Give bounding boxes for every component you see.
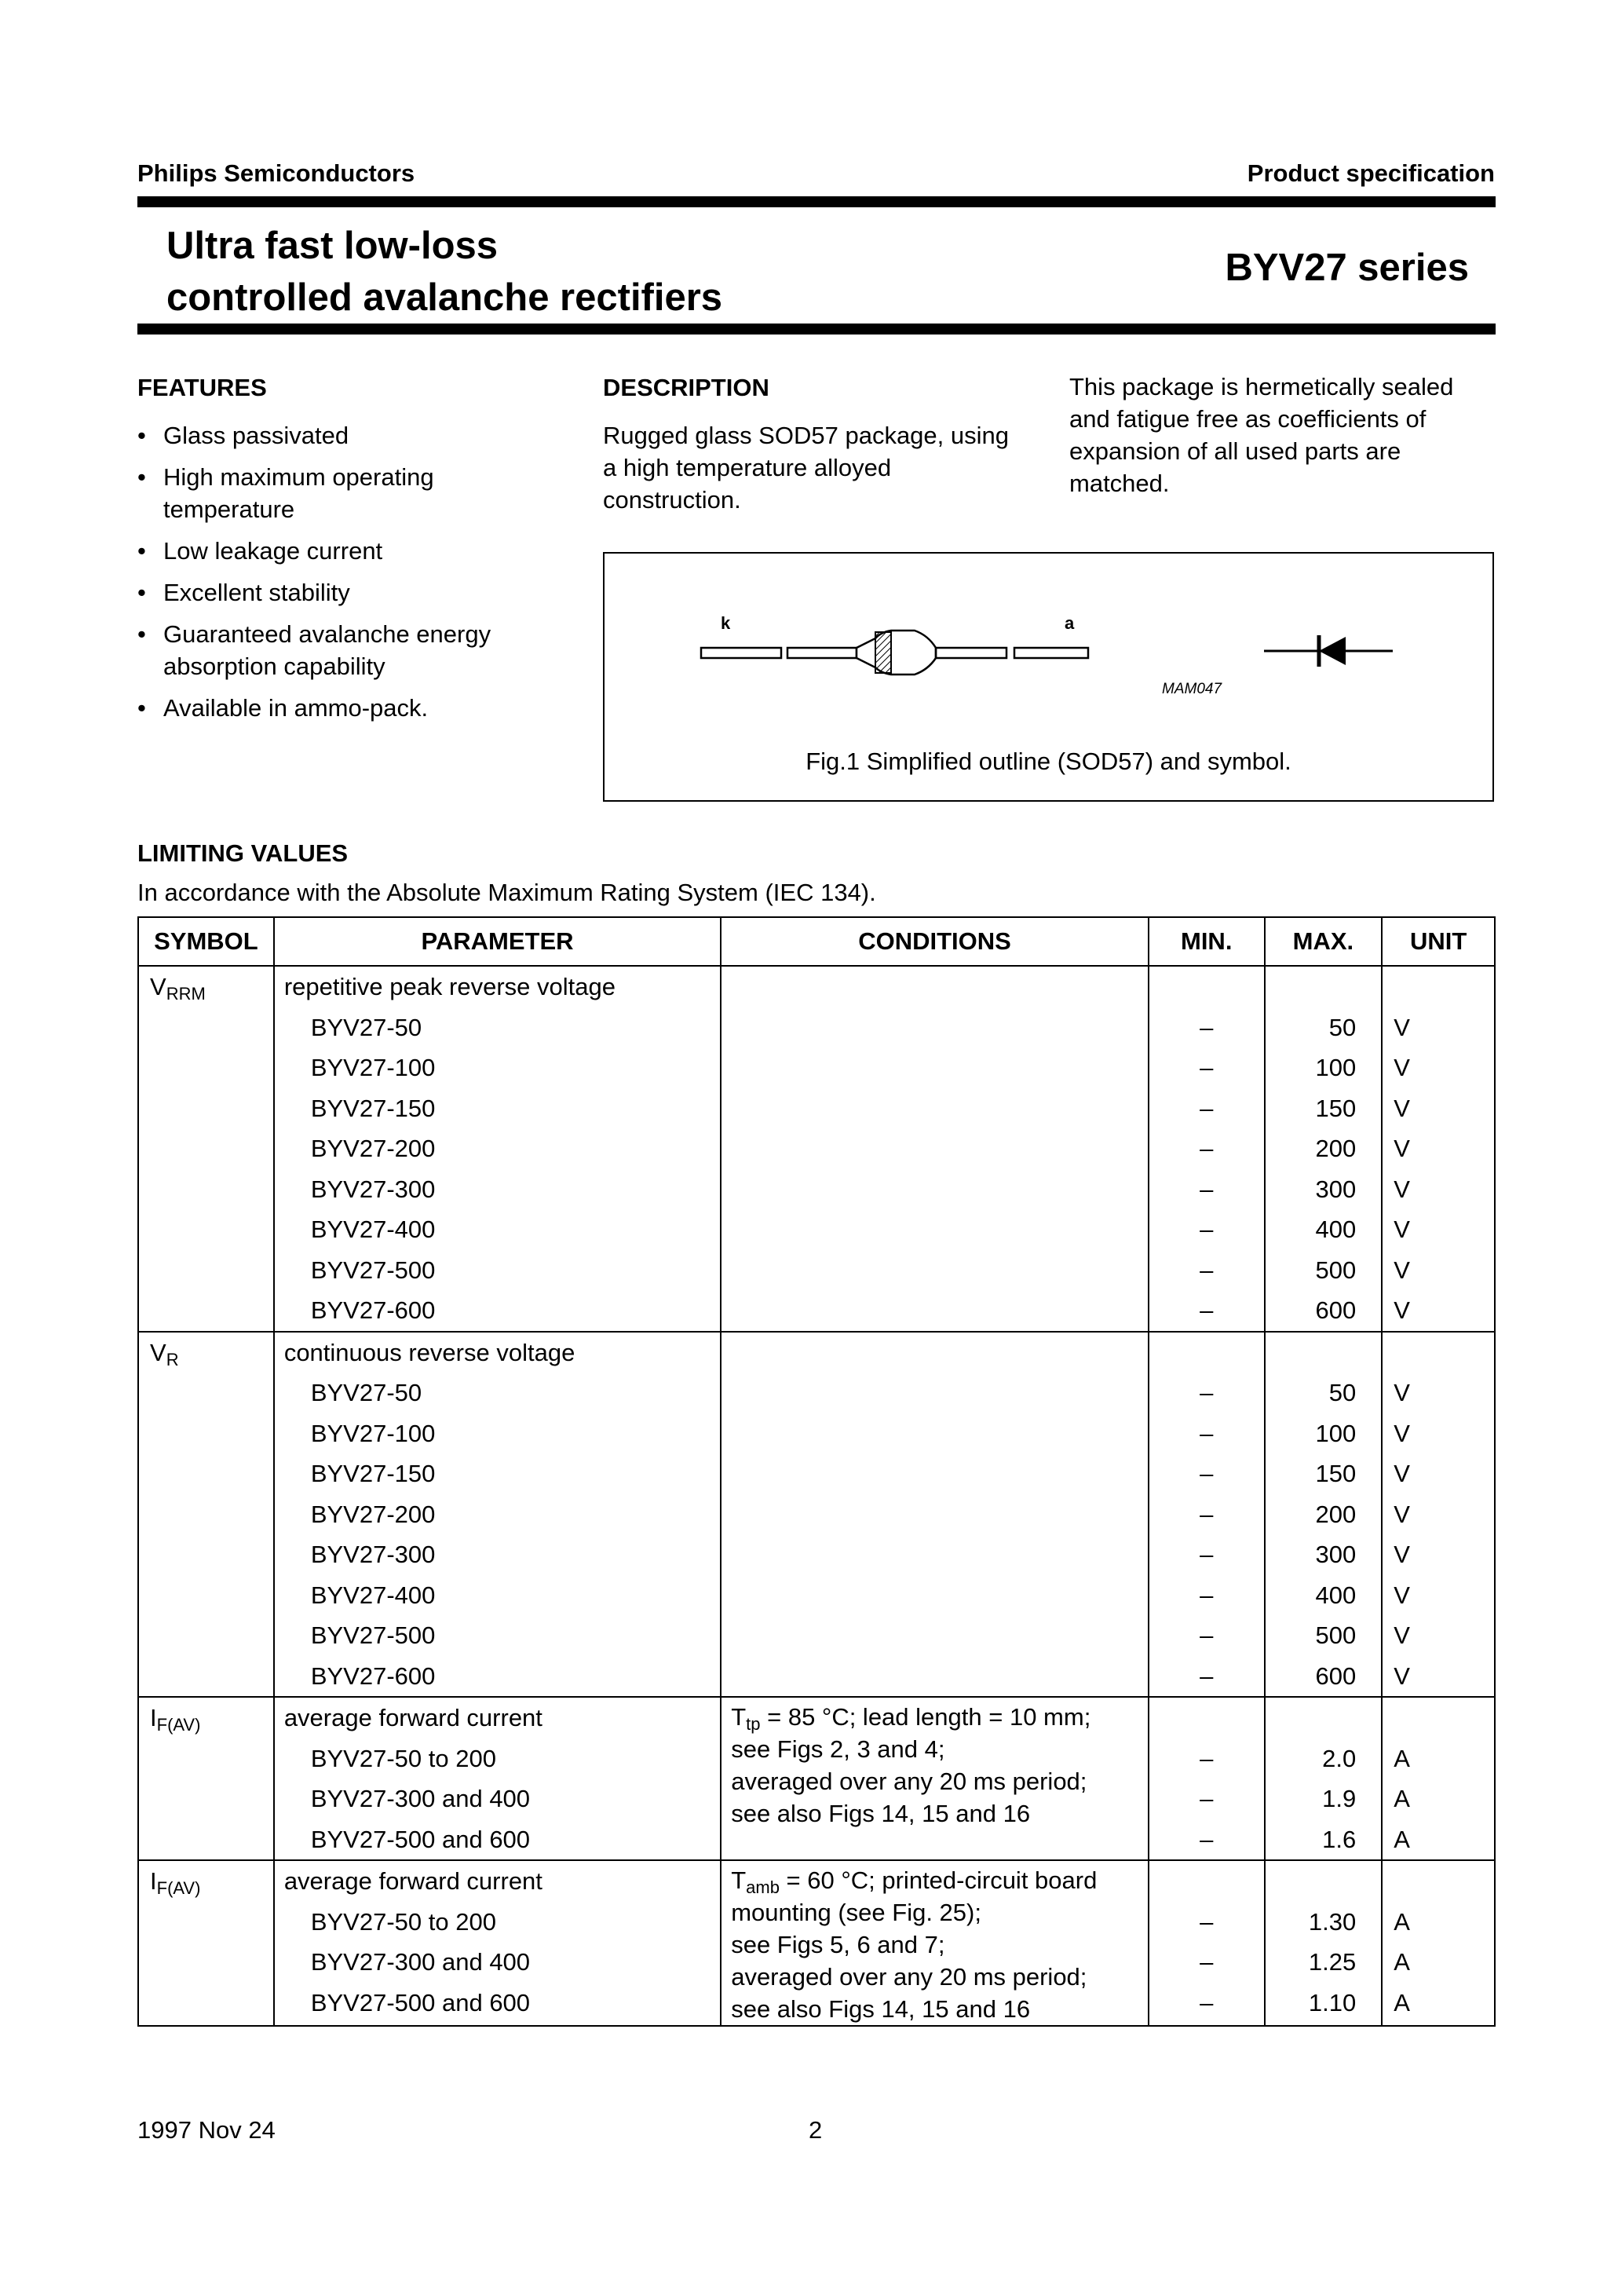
parameter-cell (274, 1332, 721, 1698)
min-value: – (1200, 1744, 1214, 1772)
min-value: – (1200, 1054, 1214, 1081)
variant-name: BYV27-50 (310, 1379, 422, 1406)
unit-value: A (1394, 1948, 1410, 1976)
table-header-row (138, 917, 1495, 966)
max-value: 1.25 (1308, 1948, 1357, 1976)
header-rule (137, 196, 1496, 207)
variant-name: BYV27-50 to 200 (310, 1907, 496, 1936)
min-value: – (1200, 1094, 1214, 1122)
symbol-text: V (150, 973, 166, 1000)
column-header-max: MAX. (1265, 917, 1383, 966)
parameter-text: average forward current (283, 1704, 542, 1731)
symbol-cell (138, 1332, 274, 1698)
conditions-cell (721, 1860, 1149, 2026)
min-value: – (1200, 1175, 1214, 1203)
condition-text: = 85 °C; lead length = 10 mm; (760, 1703, 1091, 1731)
variant-name: BYV27-400 (310, 1216, 436, 1243)
variant-name: BYV27-400 (310, 1581, 436, 1609)
max-value: 400 (1315, 1216, 1357, 1243)
max-value: 200 (1315, 1135, 1357, 1162)
unit-value: V (1394, 1379, 1410, 1406)
unit-value: A (1394, 1744, 1410, 1772)
column-header-symbol: SYMBOL (138, 917, 274, 966)
max-value: 150 (1315, 1094, 1357, 1122)
table-row (138, 966, 1495, 1332)
unit-value: A (1394, 1907, 1410, 1936)
condition-text: averaged over any 20 ms period; (731, 1768, 1087, 1795)
symbol-subscript: RRM (166, 984, 206, 1004)
max-value: 1.10 (1308, 1988, 1357, 2016)
symbol-text: I (150, 1867, 157, 1895)
parameter-text: continuous reverse voltage (283, 1338, 575, 1366)
lead-left (701, 648, 781, 658)
unit-cell (1382, 1697, 1495, 1860)
symbol-cell (138, 1697, 274, 1860)
variant-name: BYV27-600 (310, 1662, 436, 1690)
features-heading: FEATURES (137, 374, 267, 401)
feature-item: • Available in ammo-pack. (137, 694, 429, 722)
conditions-cell (721, 1697, 1149, 1860)
min-value: – (1200, 1662, 1214, 1690)
variant-name: BYV27-150 (310, 1094, 436, 1122)
min-cell (1149, 966, 1265, 1332)
feature-item: • Glass passivated (137, 422, 349, 449)
symbol-cell (138, 966, 274, 1332)
feature-item: • Guaranteed avalanche energy absorption capability (137, 620, 491, 680)
min-value: – (1200, 1216, 1214, 1243)
footer-date: 1997 Nov 24 (137, 2116, 276, 2144)
package-note: This package is hermetically sealed and fatigue free as coefficients of expansion of all used parts are matched. (1069, 373, 1454, 497)
max-cell (1265, 1860, 1383, 2026)
lead-right-inner (936, 648, 1006, 658)
max-value: 50 (1328, 1013, 1357, 1041)
unit-value: V (1394, 1216, 1410, 1243)
max-value: 600 (1315, 1296, 1357, 1324)
max-value: 400 (1315, 1581, 1357, 1609)
variant-name: BYV27-100 (310, 1054, 436, 1081)
figure-box (603, 552, 1494, 802)
min-value: – (1200, 1581, 1214, 1609)
features-list (137, 419, 577, 733)
variant-name: BYV27-300 and 400 (310, 1785, 531, 1812)
column-header-min: MIN. (1149, 917, 1265, 966)
min-value: – (1200, 1419, 1214, 1447)
limiting-values-heading: LIMITING VALUES (137, 839, 349, 867)
condition-text: mounting (see Fig. 25); (731, 1899, 981, 1926)
symbol-subscript: F(AV) (156, 1878, 201, 1898)
variant-name: BYV27-200 (310, 1135, 436, 1162)
unit-value: V (1394, 1013, 1410, 1041)
max-value: 50 (1328, 1379, 1357, 1406)
min-value: – (1200, 1988, 1214, 2016)
unit-cell (1382, 1860, 1495, 2026)
unit-value: V (1394, 1500, 1410, 1528)
min-cell (1149, 1697, 1265, 1860)
limiting-values-intro: In accordance with the Absolute Maximum Rating System (IEC 134). (137, 879, 876, 906)
title-line-2: controlled avalanche rectifiers (166, 276, 723, 319)
page-number: 2 (809, 2116, 823, 2144)
max-value: 150 (1315, 1460, 1357, 1487)
min-cell (1149, 1860, 1265, 2026)
variant-name: BYV27-300 and 400 (310, 1948, 531, 1976)
title-line-1: Ultra fast low-loss (166, 225, 499, 267)
min-value: – (1200, 1379, 1214, 1406)
description-text: Rugged glass SOD57 package, using a high temperature alloyed construction. (603, 422, 1009, 514)
limiting-values-table (137, 916, 1496, 2027)
company-name: Philips Semiconductors (137, 159, 415, 187)
unit-value: V (1394, 1054, 1410, 1081)
max-cell (1265, 1697, 1383, 1860)
symbol-text: I (150, 1704, 157, 1731)
condition-text: T (731, 1866, 747, 1894)
min-cell (1149, 1332, 1265, 1698)
figure-caption: Fig.1 Simplified outline (SOD57) and symbol. (806, 748, 1291, 775)
glass-body (857, 631, 936, 675)
condition-subscript: tp (746, 1714, 761, 1734)
parameter-text: average forward current (283, 1867, 542, 1895)
max-value: 1.9 (1322, 1785, 1357, 1812)
variant-name: BYV27-300 (310, 1541, 436, 1568)
condition-text: T (731, 1703, 747, 1731)
max-value: 200 (1315, 1500, 1357, 1528)
max-value: 300 (1315, 1175, 1357, 1203)
variant-name: BYV27-300 (310, 1175, 436, 1203)
column-header-unit: UNIT (1382, 917, 1495, 966)
cathode-band (875, 632, 891, 673)
variant-name: BYV27-500 and 600 (310, 1988, 531, 2016)
document-type: Product specification (1247, 159, 1495, 187)
description-heading: DESCRIPTION (603, 374, 769, 401)
max-value: 100 (1315, 1419, 1357, 1447)
min-value: – (1200, 1013, 1214, 1041)
lead-left-inner (787, 648, 857, 658)
unit-value: A (1394, 1825, 1410, 1853)
parameter-cell (274, 966, 721, 1332)
max-value: 300 (1315, 1541, 1357, 1568)
unit-value: V (1394, 1662, 1410, 1690)
feature-item: • Low leakage current (137, 537, 383, 565)
max-cell (1265, 1332, 1383, 1698)
diode-symbol (1264, 635, 1393, 667)
max-value: 1.30 (1308, 1907, 1357, 1936)
variant-name: BYV27-500 (310, 1256, 436, 1284)
title-rule (137, 324, 1496, 335)
min-value: – (1200, 1460, 1214, 1487)
min-value: – (1200, 1825, 1214, 1853)
unit-value: V (1394, 1581, 1410, 1609)
min-value: – (1200, 1785, 1214, 1812)
min-value: – (1200, 1907, 1214, 1936)
symbol-subscript: R (166, 1349, 179, 1369)
max-value: 600 (1315, 1662, 1357, 1690)
variant-name: BYV27-50 (310, 1013, 422, 1041)
max-cell (1265, 966, 1383, 1332)
unit-value: V (1394, 1621, 1410, 1649)
table-row (138, 1860, 1495, 2026)
min-value: – (1200, 1541, 1214, 1568)
page-title (166, 220, 722, 324)
variant-name: BYV27-200 (310, 1500, 436, 1528)
min-value: – (1200, 1296, 1214, 1324)
unit-value: V (1394, 1256, 1410, 1284)
unit-value: V (1394, 1135, 1410, 1162)
parameter-cell (274, 1697, 721, 1860)
unit-value: V (1394, 1460, 1410, 1487)
variant-name: BYV27-500 (310, 1621, 436, 1649)
unit-value: V (1394, 1094, 1410, 1122)
min-value: – (1200, 1500, 1214, 1528)
unit-value: A (1394, 1988, 1410, 2016)
unit-value: V (1394, 1419, 1410, 1447)
cathode-label: k (721, 613, 731, 633)
max-value: 500 (1315, 1256, 1357, 1284)
condition-text: averaged over any 20 ms period; (731, 1963, 1087, 1991)
min-value: – (1200, 1135, 1214, 1162)
variant-name: BYV27-100 (310, 1419, 436, 1447)
unit-value: V (1394, 1541, 1410, 1568)
conditions-cell (721, 966, 1149, 1332)
variant-name: BYV27-150 (310, 1460, 436, 1487)
anode-label: a (1065, 613, 1075, 633)
table-body (138, 966, 1495, 2026)
max-value: 100 (1315, 1054, 1357, 1081)
parameter-text: repetitive peak reverse voltage (283, 973, 616, 1000)
symbol-cell (138, 1860, 274, 2026)
series-name: BYV27 series (1225, 247, 1469, 289)
unit-cell (1382, 1332, 1495, 1698)
table-row (138, 1697, 1495, 1860)
drawing-code: MAM047 (1162, 681, 1222, 697)
conditions-cell (721, 1332, 1149, 1698)
min-value: – (1200, 1621, 1214, 1649)
min-value: – (1200, 1256, 1214, 1284)
column-header-conditions: CONDITIONS (721, 917, 1149, 966)
condition-subscript: amb (746, 1877, 780, 1897)
condition-text: see also Figs 14, 15 and 16 (731, 1995, 1031, 2023)
condition-text: see Figs 2, 3 and 4; (731, 1735, 945, 1763)
feature-item: • Excellent stability (137, 579, 350, 606)
symbol-subscript: F(AV) (156, 1715, 201, 1735)
max-value: 2.0 (1322, 1744, 1357, 1772)
table-row (138, 1332, 1495, 1698)
variant-name: BYV27-600 (310, 1296, 436, 1324)
unit-value: A (1394, 1785, 1410, 1812)
unit-cell (1382, 966, 1495, 1332)
lead-right (1014, 648, 1088, 658)
condition-text: see also Figs 14, 15 and 16 (731, 1800, 1031, 1827)
variant-name: BYV27-500 and 600 (310, 1825, 531, 1853)
min-value: – (1200, 1948, 1214, 1976)
max-value: 1.6 (1322, 1825, 1357, 1853)
max-value: 500 (1315, 1621, 1357, 1649)
unit-value: V (1394, 1296, 1410, 1324)
symbol-text: V (150, 1338, 166, 1366)
variant-name: BYV27-50 to 200 (310, 1744, 496, 1772)
column-header-parameter: PARAMETER (274, 917, 721, 966)
feature-item: • High maximum operating temperature (137, 463, 434, 523)
condition-text: see Figs 5, 6 and 7; (731, 1931, 945, 1958)
unit-value: V (1394, 1175, 1410, 1203)
parameter-cell (274, 1860, 721, 2026)
condition-text: = 60 °C; printed-circuit board (779, 1866, 1098, 1894)
